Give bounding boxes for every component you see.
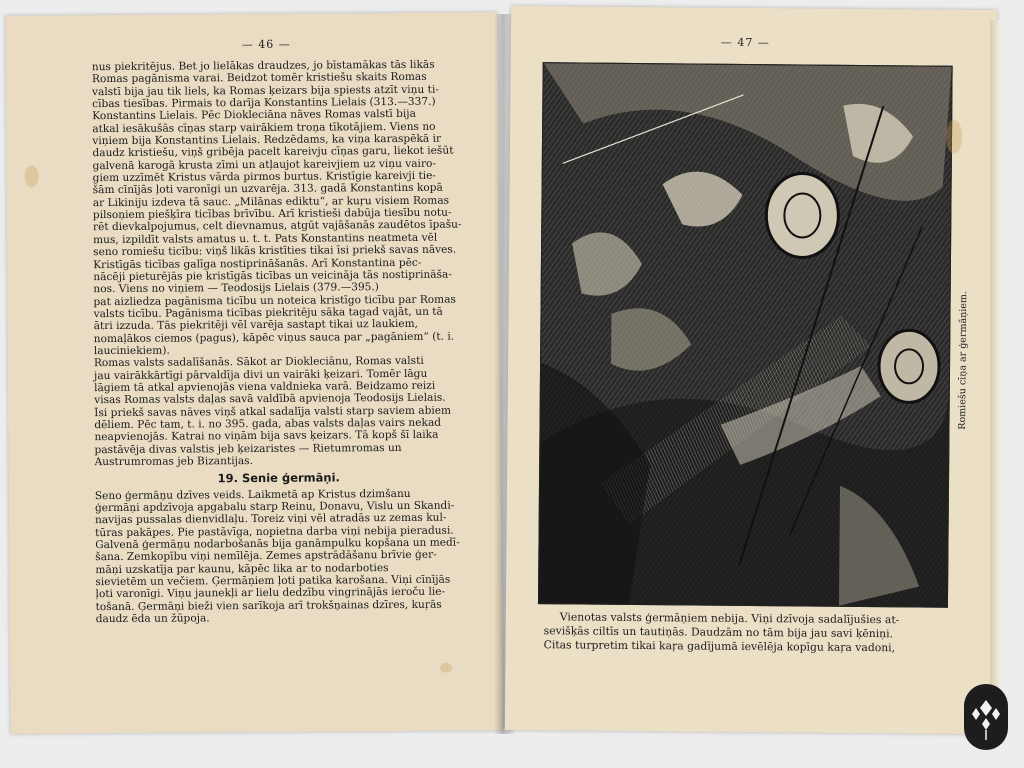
text-line: ar Likiniju izdeva tā sauc. „Milānas ediktu“, ar kuŗu visiem Romas	[92, 194, 450, 209]
text-line: nācēji pieturējās pie kristīgās ticības un veicināja tās nostiprināša-	[93, 268, 452, 283]
text-line: Seno ģermāņu dzīves veids. Laikmetā ap Kristus dzimšanu	[94, 487, 411, 502]
battle-engraving-illustration	[538, 62, 953, 608]
text-line: Īsi priekš savas nāves viņš atkal sadalīja valsti starp saviem abiem	[94, 404, 452, 419]
paragraph	[76, 58, 476, 110]
text-line: jau vairākkārtīgi pārvaldīja divi un vairāki ķeizari. Tomēr lāgu	[93, 367, 428, 382]
right-page	[505, 6, 997, 734]
text-line: lāgiem tā atkal apvienojās viena valdnieka varā. Beidzamo reizi	[94, 379, 436, 395]
right-page-text	[544, 610, 974, 656]
paragraph	[76, 108, 477, 259]
text-line: visas Romas valsts daļas savā valdībā apvienoja Teodosijs Lielais.	[94, 391, 446, 407]
text-line: giem uzzīmēt Kristus vārda pirmos burtus. Kristīgie kareivji tie-	[92, 169, 436, 185]
text-line: rēt dievkalpojumus, celt dievnamus, atgūt vajāšanās zaudētos īpašu-	[92, 219, 462, 234]
text-line: Galvenā ģermāņu nodarbošanās bija ganāmpulku kopšana un medī-	[95, 536, 460, 552]
paper-stain	[25, 165, 39, 187]
text-line: Konstantins Lielais. Pēc Diokleciāna nāves Romas valstī bija	[92, 108, 416, 123]
paper-stain	[946, 120, 962, 154]
text-line: Citas turpretim tikai kaŗa gadījumā ievēlēja kopīgu kaŗa vadoni,	[543, 638, 896, 655]
paragraph	[78, 355, 479, 469]
paragraph	[77, 256, 478, 358]
text-line: tūras pakāpes. Pie pastāvīga, nopietna darba viņi nebija pieradusi.	[95, 524, 454, 539]
illustration-caption-area	[947, 260, 979, 470]
text-line: Romas pagānisma varai. Beidzot tomēr kristiešu skaits Romas	[91, 71, 427, 86]
text-line: ļoti varonīgi. Viņu jaunekļi ar lielu dedzību vingrinājās ieroču lie-	[95, 586, 446, 601]
text-line: daudz kristiešu, viņš gribēja pacelt kareivju cīņas garu, liekot iešūt	[92, 145, 454, 160]
text-line: nus piekritējus. Bet jo lielākas draudzes, jo bīstamākas tās likās	[91, 58, 435, 74]
text-line: neapvienojās. Katrai no viņām bija savs ķeizars. Tā kopš šī laika	[94, 429, 439, 444]
white-diamond-crown-logo-icon	[964, 684, 1008, 750]
text-line: tošanā. Ģermāņi bieži vien sarīkoja arī trokšņainas dzīres, kuŗās	[95, 598, 442, 613]
text-line: viņiem bija Konstantins Lielais. Redzēdams, ka viņa karaspēkā ir	[92, 132, 442, 148]
text-line: māņi uzskatīja par kaunu, kāpēc lika ar to nodarboties	[95, 561, 389, 576]
text-line: pastāvēja divas valstis jeb ķeizaristes — Rietumromas un	[94, 441, 402, 456]
paper-stain	[440, 663, 452, 673]
section-heading: 19. Senie ģermāņi.	[217, 470, 340, 486]
illustration-caption: Romiešu cīņa ar ģermāņiem.	[956, 290, 970, 430]
text-line: galvenā karogā krusta zīmi un atļaujot kareivjiem uz viņu vairo-	[92, 157, 437, 172]
text-line: atkal iesākušās cīņas starp vairākiem troņa tīkotājiem. Viens no	[92, 120, 436, 135]
text-line: dēliem. Pēc tam, t. i. no 395. gada, abas valsts daļas vairs nekad	[94, 416, 442, 432]
text-line: Vienotas valsts ģermāņiem nebija. Viņi dzīvoja sadalījušies at-	[559, 610, 900, 627]
engraving-image	[539, 63, 952, 607]
left-page	[5, 12, 502, 733]
page-number: — 47 —	[720, 35, 770, 50]
text-line: lauciniekiem).	[93, 344, 170, 358]
text-line: Austrumromas jeb Bizantijas.	[94, 455, 254, 469]
text-line: šām cīnījās ļoti varonīgi un uzvarēja. 313. gadā Konstantins kopā	[92, 182, 443, 197]
text-line: pilsoņiem piešķīra ticības brīvību. Arī kristieši dabūja tiesību notu-	[92, 206, 452, 222]
text-line: seno romiešu ticību: viņš likās kristīties tikai īsi priekš savas nāves.	[93, 243, 457, 259]
page-number: — 46 —	[241, 37, 291, 52]
text-line: navijas pussalas dienvidlaļu. Toreiz viņi vēl atradās uz zemas kul-	[94, 512, 447, 527]
logo-mark	[964, 684, 1008, 750]
paragraph	[79, 487, 480, 626]
text-line: Kristīgās ticības galīga nostiprināšanās. Arī Konstantina pēc-	[93, 256, 422, 271]
text-line: ģermāņi apdzīvoja apgabalu starp Reinu, Donavu, Vislu un Skandi-	[94, 499, 455, 515]
text-line: ātri izzuda. Tās piekritēji vēl varēja sastapt tikai uz laukiem,	[93, 318, 419, 333]
text-line: valstī bija jau tik liels, ka Romas ķeizars bija spiests atzīt viņu ti-	[91, 83, 439, 98]
text-line: sievietēm un večiem. Ģermāņiem ļoti patika karošana. Viņi cīnījās	[95, 573, 451, 589]
left-page-text	[76, 58, 480, 625]
text-line: cības tiesības. Pirmais to darīja Konstantins Lielais (313.—337.)	[92, 95, 436, 111]
text-line: mus, izpildīt valsts amatus u. t. t. Pats Konstantins neatmeta vēl	[93, 231, 438, 246]
text-line: valsts ticību. Pagānisma ticības piekritēju sāka tagad vajāt, un tā	[93, 305, 443, 320]
text-line: Romas valsts sadalīšanās. Sākot ar Diokleciānu, Romas valsti	[93, 355, 424, 370]
text-line: nos. Viens no viņiem — Teodosijs Lielais (379.—395.)	[93, 281, 379, 296]
text-line: nomaļākos ciemos (pagus), kāpēc viņus sauca par „pagāniem“ (t. i.	[93, 330, 455, 345]
paragraph	[544, 610, 974, 656]
text-line: pat aizliedza pagānisma ticību un noteica kristīgo ticību par Romas	[93, 293, 456, 308]
text-line: sevišķās ciltīs un tautiņās. Daudzām no tām bija jau savi ķēniņi.	[543, 624, 894, 641]
text-line: daudz ēda un žūpoja.	[95, 612, 210, 626]
text-line: šana. Zemkopību viņi nemīlēja. Zemes apstrādāšanu brīvie ģer-	[95, 549, 437, 564]
page-edges	[990, 20, 1000, 730]
